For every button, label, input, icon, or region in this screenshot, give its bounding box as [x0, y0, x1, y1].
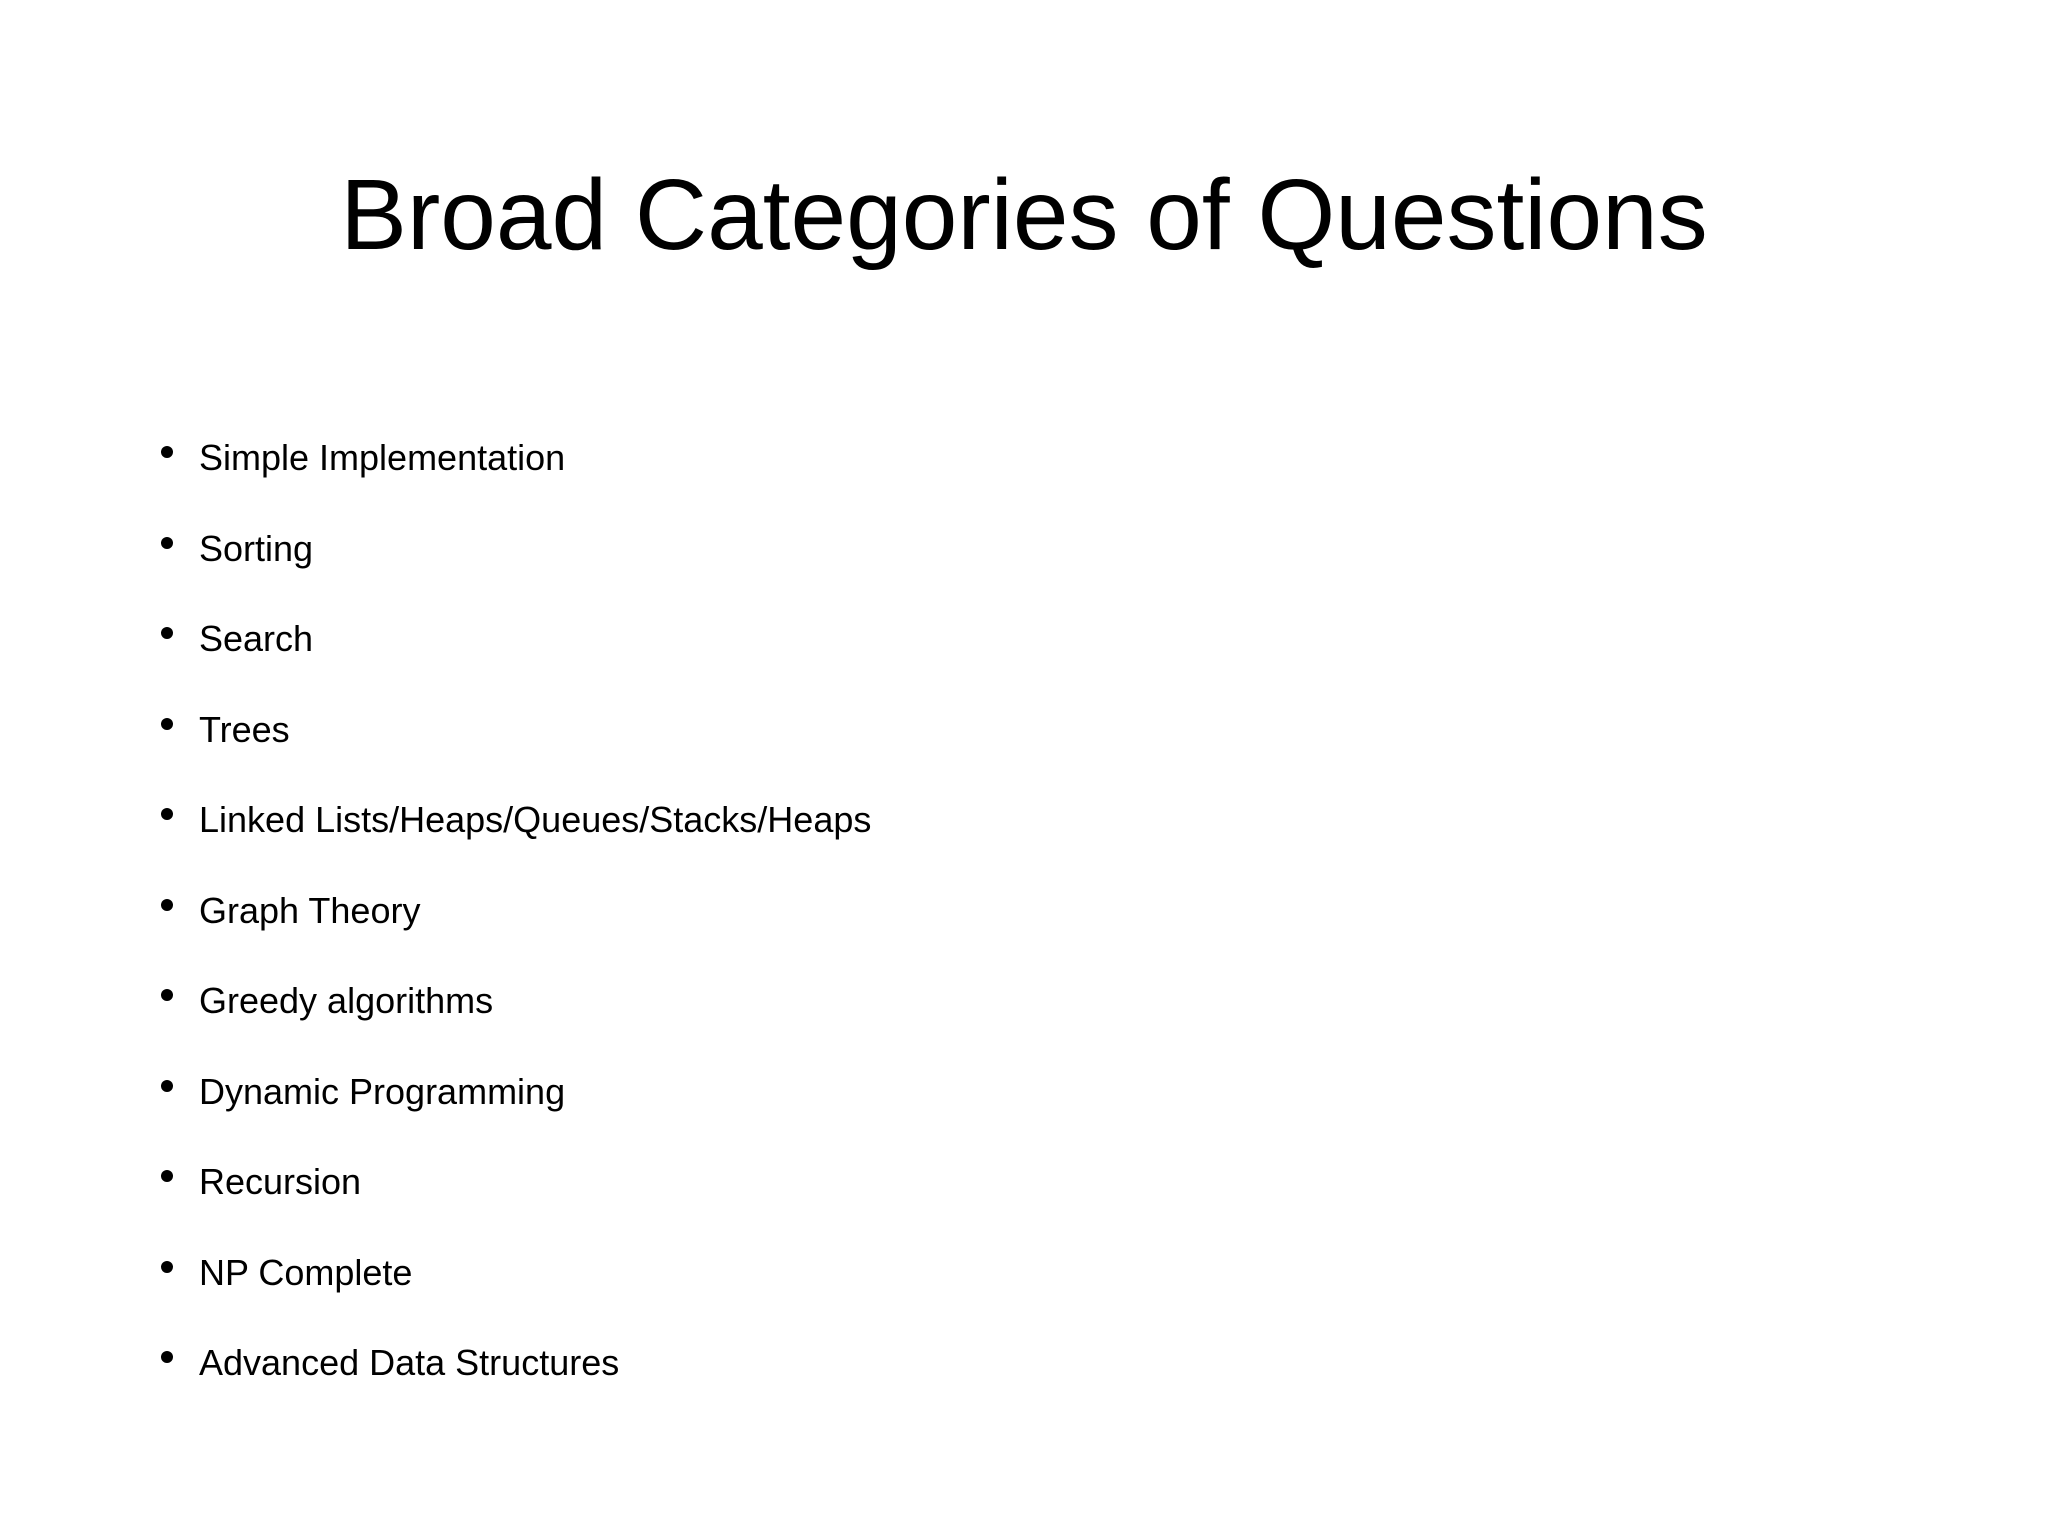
- list-item-text: Sorting: [199, 527, 314, 569]
- bullet-icon: [161, 718, 173, 730]
- list-item: [158, 971, 871, 1062]
- list-item-text: Recursion: [199, 1161, 362, 1202]
- list-item-text: Advanced Data Structures: [199, 1342, 620, 1383]
- list-item-text: Trees: [199, 708, 290, 750]
- list-item: [158, 1062, 871, 1153]
- list-item: [158, 1333, 871, 1424]
- list-item-text: Search: [199, 618, 314, 659]
- list-item-text: Greedy algorithms: [199, 980, 494, 1021]
- list-item: [158, 519, 871, 610]
- bullet-icon: [161, 446, 173, 458]
- list-item: [158, 790, 871, 881]
- bullet-icon: [161, 1170, 173, 1182]
- list-item-text: Linked Lists/Heaps/Queues/Stacks/Heaps: [199, 799, 872, 840]
- bullet-icon: [161, 627, 173, 639]
- list-item-text: Dynamic Programming: [199, 1070, 566, 1112]
- list-item: [158, 609, 871, 700]
- bullet-icon: [161, 1351, 173, 1363]
- list-item-text: Graph Theory: [199, 889, 421, 931]
- list-item-text: Simple Implementation: [199, 437, 566, 478]
- list-item: [158, 1152, 871, 1243]
- slide-title: Broad Categories of Questions: [340, 159, 1708, 271]
- bullet-icon: [161, 808, 173, 820]
- bullet-icon: [161, 899, 173, 911]
- list-item: [158, 428, 871, 519]
- list-item-text: NP Complete: [199, 1251, 413, 1293]
- bullet-list: [158, 428, 871, 1424]
- list-item: [158, 700, 871, 791]
- list-item: [158, 1243, 871, 1334]
- bullet-icon: [161, 1261, 173, 1273]
- bullet-icon: [161, 1080, 173, 1092]
- bullet-icon: [161, 537, 173, 549]
- list-item: [158, 881, 871, 972]
- bullet-icon: [161, 989, 173, 1001]
